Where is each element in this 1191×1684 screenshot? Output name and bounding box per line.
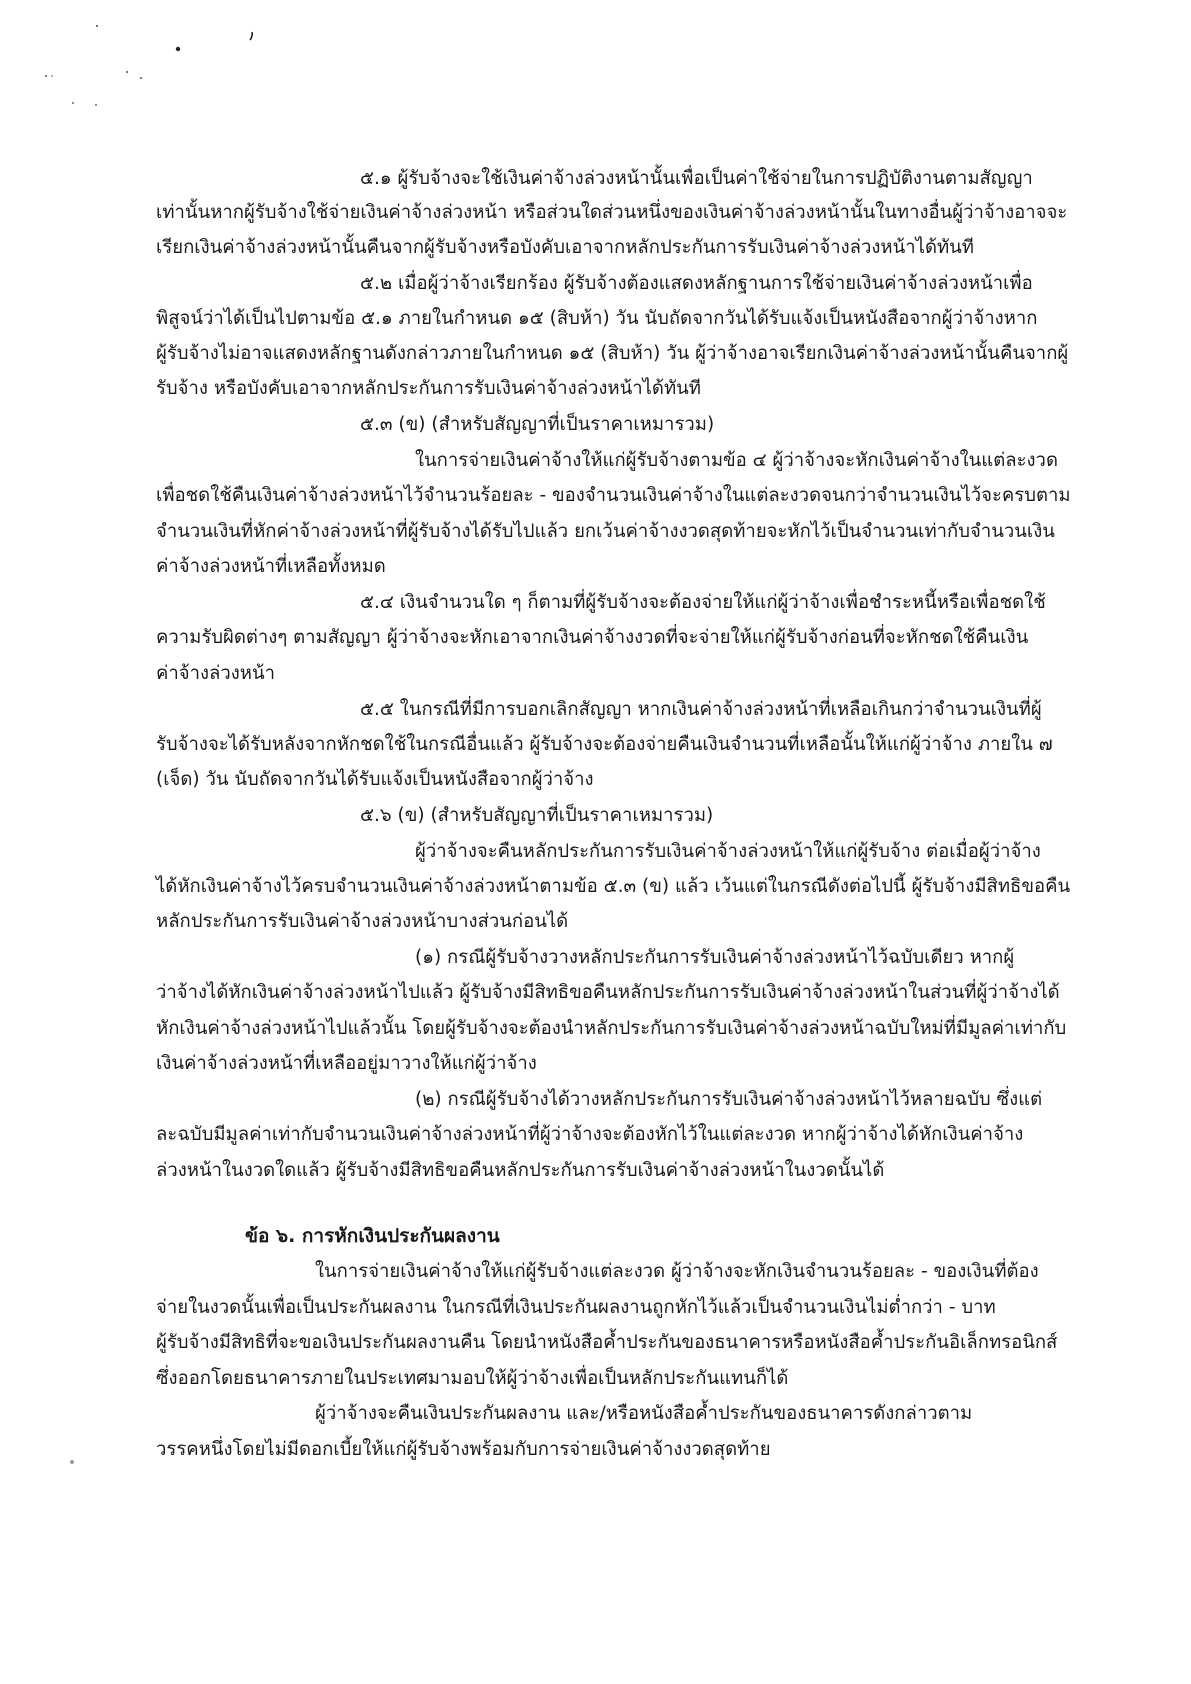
text-line: ในการจ่ายเงินค่าจ้างให้แก่ผู้รับจ้างตามข้อ ๔ ผู้ว่าจ้างจะหักเงินค่าจ้างในแต่ละงวด: [415, 450, 1058, 471]
text-line: (๑) กรณีผู้รับจ้างวางหลักประกันการรับเงินค่าจ้างล่วงหน้าไว้ฉบับเดียว หากผู้: [415, 947, 1015, 968]
section-heading: ข้อ ๖. การหักเงินประกันผลงาน: [245, 1225, 500, 1247]
text-line: ละฉบับมีมูลค่าเท่ากับจำนวนเงินค่าจ้างล่วงหน้าที่ผู้ว่าจ้างจะต้องหักไว้ในแต่ละงวด หากผู้ว่าจ้างได้หักเงินค่าจ้าง: [156, 1124, 1024, 1145]
text-line: (เจ็ด) วัน นับถัดจากวันได้รับแจ้งเป็นหนังสือจากผู้ว่าจ้าง: [156, 769, 594, 790]
text-line: ๕.๓ (ข) (สำหรับสัญญาที่เป็นราคาเหมารวม): [360, 414, 715, 435]
text-line: (๒) กรณีผู้รับจ้างได้วางหลักประกันการรับเงินค่าจ้างล่วงหน้าไว้หลายฉบับ ซึ่งแต่: [415, 1089, 1043, 1110]
text-line: ๕.๔ เงินจำนวนใด ๆ ก็ตามที่ผู้รับจ้างจะต้องจ่ายให้แก่ผู้ว่าจ้างเพื่อชำระหนี้หรือเพื่อชดใช้: [360, 592, 1046, 613]
scan-speck: [70, 1460, 74, 1464]
text-line: เงินค่าจ้างล่วงหน้าที่เหลืออยู่มาวางให้แก่ผู้ว่าจ้าง: [156, 1053, 537, 1074]
text-line: รับจ้าง หรือบังคับเอาจากหลักประกันการรับเงินค่าจ้างล่วงหน้าได้ทันที: [156, 378, 701, 399]
text-line: ๕.๒ เมื่อผู้ว่าจ้างเรียกร้อง ผู้รับจ้างต้องแสดงหลักฐานการใช้จ่ายเงินค่าจ้างล่วงหน้าเพื่อ: [360, 273, 1033, 294]
text-line: จ่ายในงวดนั้นเพื่อเป็นประกันผลงาน ในกรณีที่เงินประกันผลงานถูกหักไว้แล้วเป็นจำนวนเงินไม่ต่ำกว่า - บาท: [156, 1297, 996, 1318]
text-line: ผู้รับจ้างไม่อาจแสดงหลักฐานดังกล่าวภายในกำหนด ๑๕ (สิบห้า) วัน ผู้ว่าจ้างอาจเรียกเงินค่าจ้างล่วงหน้านั้นคืนจากผู้: [156, 343, 1069, 364]
scan-speck: [95, 104, 97, 106]
text-line: ล่วงหน้าในงวดใดแล้ว ผู้รับจ้างมีสิทธิขอคืนหลักประกันการรับเงินค่าจ้างล่วงหน้าในงวดนั้นได้: [156, 1160, 885, 1181]
scan-speck: [96, 25, 98, 27]
text-line: วรรคหนึ่งโดยไม่มีดอกเบี้ยให้แก่ผู้รับจ้างพร้อมกับการจ่ายเงินค่าจ้างงวดสุดท้าย: [156, 1439, 771, 1460]
scan-speck: [45, 75, 47, 77]
text-line: ๕.๕ ในกรณีที่มีการบอกเลิกสัญญา หากเงินค่าจ้างล่วงหน้าที่เหลือเกินกว่าจำนวนเงินที่ผู้: [360, 699, 1042, 720]
scan-speck: [126, 71, 128, 73]
text-line: ซึ่งออกโดยธนาคารภายในประเทศมามอบให้ผู้ว่าจ้างเพื่อเป็นหลักประกันแทนก็ได้: [156, 1368, 789, 1389]
text-line: ในการจ่ายเงินค่าจ้างให้แก่ผู้รับจ้างแต่ละงวด ผู้ว่าจ้างจะหักเงินจำนวนร้อยละ - ของเงินที่ต้อง: [315, 1261, 1039, 1282]
text-line: จำนวนเงินที่หักค่าจ้างล่วงหน้าที่ผู้รับจ้างได้รับไปแล้ว ยกเว้นค่าจ้างงวดสุดท้ายจะหักไว้เป็นจำนวนเท่ากับจำนวนเงิน: [156, 521, 1055, 542]
scan-speck: [250, 32, 252, 40]
text-line: หักเงินค่าจ้างล่วงหน้าไปแล้วนั้น โดยผู้รับจ้างจะต้องนำหลักประกันการรับเงินค่าจ้างล่วงหน้าฉบับใหม่ที่มีมูลค่าเท่ากับ: [156, 1018, 1067, 1039]
text-line: ผู้ว่าจ้างจะคืนหลักประกันการรับเงินค่าจ้างล่วงหน้าให้แก่ผู้รับจ้าง ต่อเมื่อผู้ว่าจ้าง: [415, 841, 1041, 862]
text-line: ๕.๖ (ข) (สำหรับสัญญาที่เป็นราคาเหมารวม): [360, 805, 714, 826]
text-line: ๕.๑ ผู้รับจ้างจะใช้เงินค่าจ้างล่วงหน้านั้นเพื่อเป็นค่าใช้จ่ายในการปฏิบัติงานตามสัญญา: [360, 168, 1033, 189]
text-line: รับจ้างจะได้รับหลังจากหักชดใช้ในกรณีอื่นแล้ว ผู้รับจ้างจะต้องจ่ายคืนเงินจำนวนที่เหลือนั้นให้แก่ผู้ว่าจ้าง ภายใน ๗: [156, 734, 1053, 755]
text-line: เรียกเงินค่าจ้างล่วงหน้านั้นคืนจากผู้รับจ้างหรือบังคับเอาจากหลักประกันการรับเงินค่าจ้างล่วงหน้าได้ทันที: [156, 237, 975, 258]
text-line: พิสูจน์ว่าได้เป็นไปตามข้อ ๕.๑ ภายในกำหนด ๑๕ (สิบห้า) วัน นับถัดจากวันได้รับแจ้งเป็นหนังสือจากผู้ว่าจ้างหาก: [156, 308, 1038, 329]
scan-specks: [0, 0, 1191, 140]
text-line: ได้หักเงินค่าจ้างไว้ครบจำนวนเงินค่าจ้างล่วงหน้าตามข้อ ๕.๓ (ข) แล้ว เว้นแต่ในกรณีดังต่อไปนี้ ผู้รับจ้างมีสิทธิขอคืน: [156, 876, 1071, 897]
text-line: ค่าจ้างล่วงหน้า: [156, 663, 276, 684]
scan-speck: [176, 47, 180, 51]
text-line: ค่าจ้างล่วงหน้าที่เหลือทั้งหมด: [156, 556, 386, 577]
text-line: เท่านั้นหากผู้รับจ้างใช้จ่ายเงินค่าจ้างล่วงหน้า หรือส่วนใดส่วนหนึ่งของเงินค่าจ้างล่วงหน้านั้นในทางอื่นผู้ว่าจ้างอาจจะ: [156, 202, 1068, 223]
scan-speck: [140, 77, 142, 79]
text-line: ผู้ว่าจ้างจะคืนเงินประกันผลงาน และ/หรือหนังสือค้ำประกันของธนาคารดังกล่าวตาม: [315, 1403, 973, 1424]
text-line: ผู้รับจ้างมีสิทธิที่จะขอเงินประกันผลงานคืน โดยนำหนังสือค้ำประกันของธนาคารหรือหนังสือค้ำประกันอิเล็กทรอนิกส์: [156, 1332, 1058, 1353]
text-line: เพื่อชดใช้คืนเงินค่าจ้างล่วงหน้าไว้จำนวนร้อยละ - ของจำนวนเงินค่าจ้างในแต่ละงวดจนกว่าจำนวนเงินไว้จะครบตาม: [156, 485, 1071, 506]
text-line: ว่าจ้างได้หักเงินค่าจ้างล่วงหน้าไปแล้ว ผู้รับจ้างมีสิทธิขอคืนหลักประกันการรับเงินค่าจ้างล่วงหน้าในส่วนที่ผู้ว่าจ้างได้: [156, 982, 1060, 1003]
text-line: ความรับผิดต่างๆ ตามสัญญา ผู้ว่าจ้างจะหักเอาจากเงินค่าจ้างงวดที่จะจ่ายให้แก่ผู้รับจ้างก่อนที่จะหักชดใช้คืนเงิน: [156, 627, 1029, 648]
text-line: หลักประกันการรับเงินค่าจ้างล่วงหน้าบางส่วนก่อนได้: [156, 911, 569, 932]
scan-speck: [72, 102, 74, 104]
scan-speck: [51, 75, 53, 77]
